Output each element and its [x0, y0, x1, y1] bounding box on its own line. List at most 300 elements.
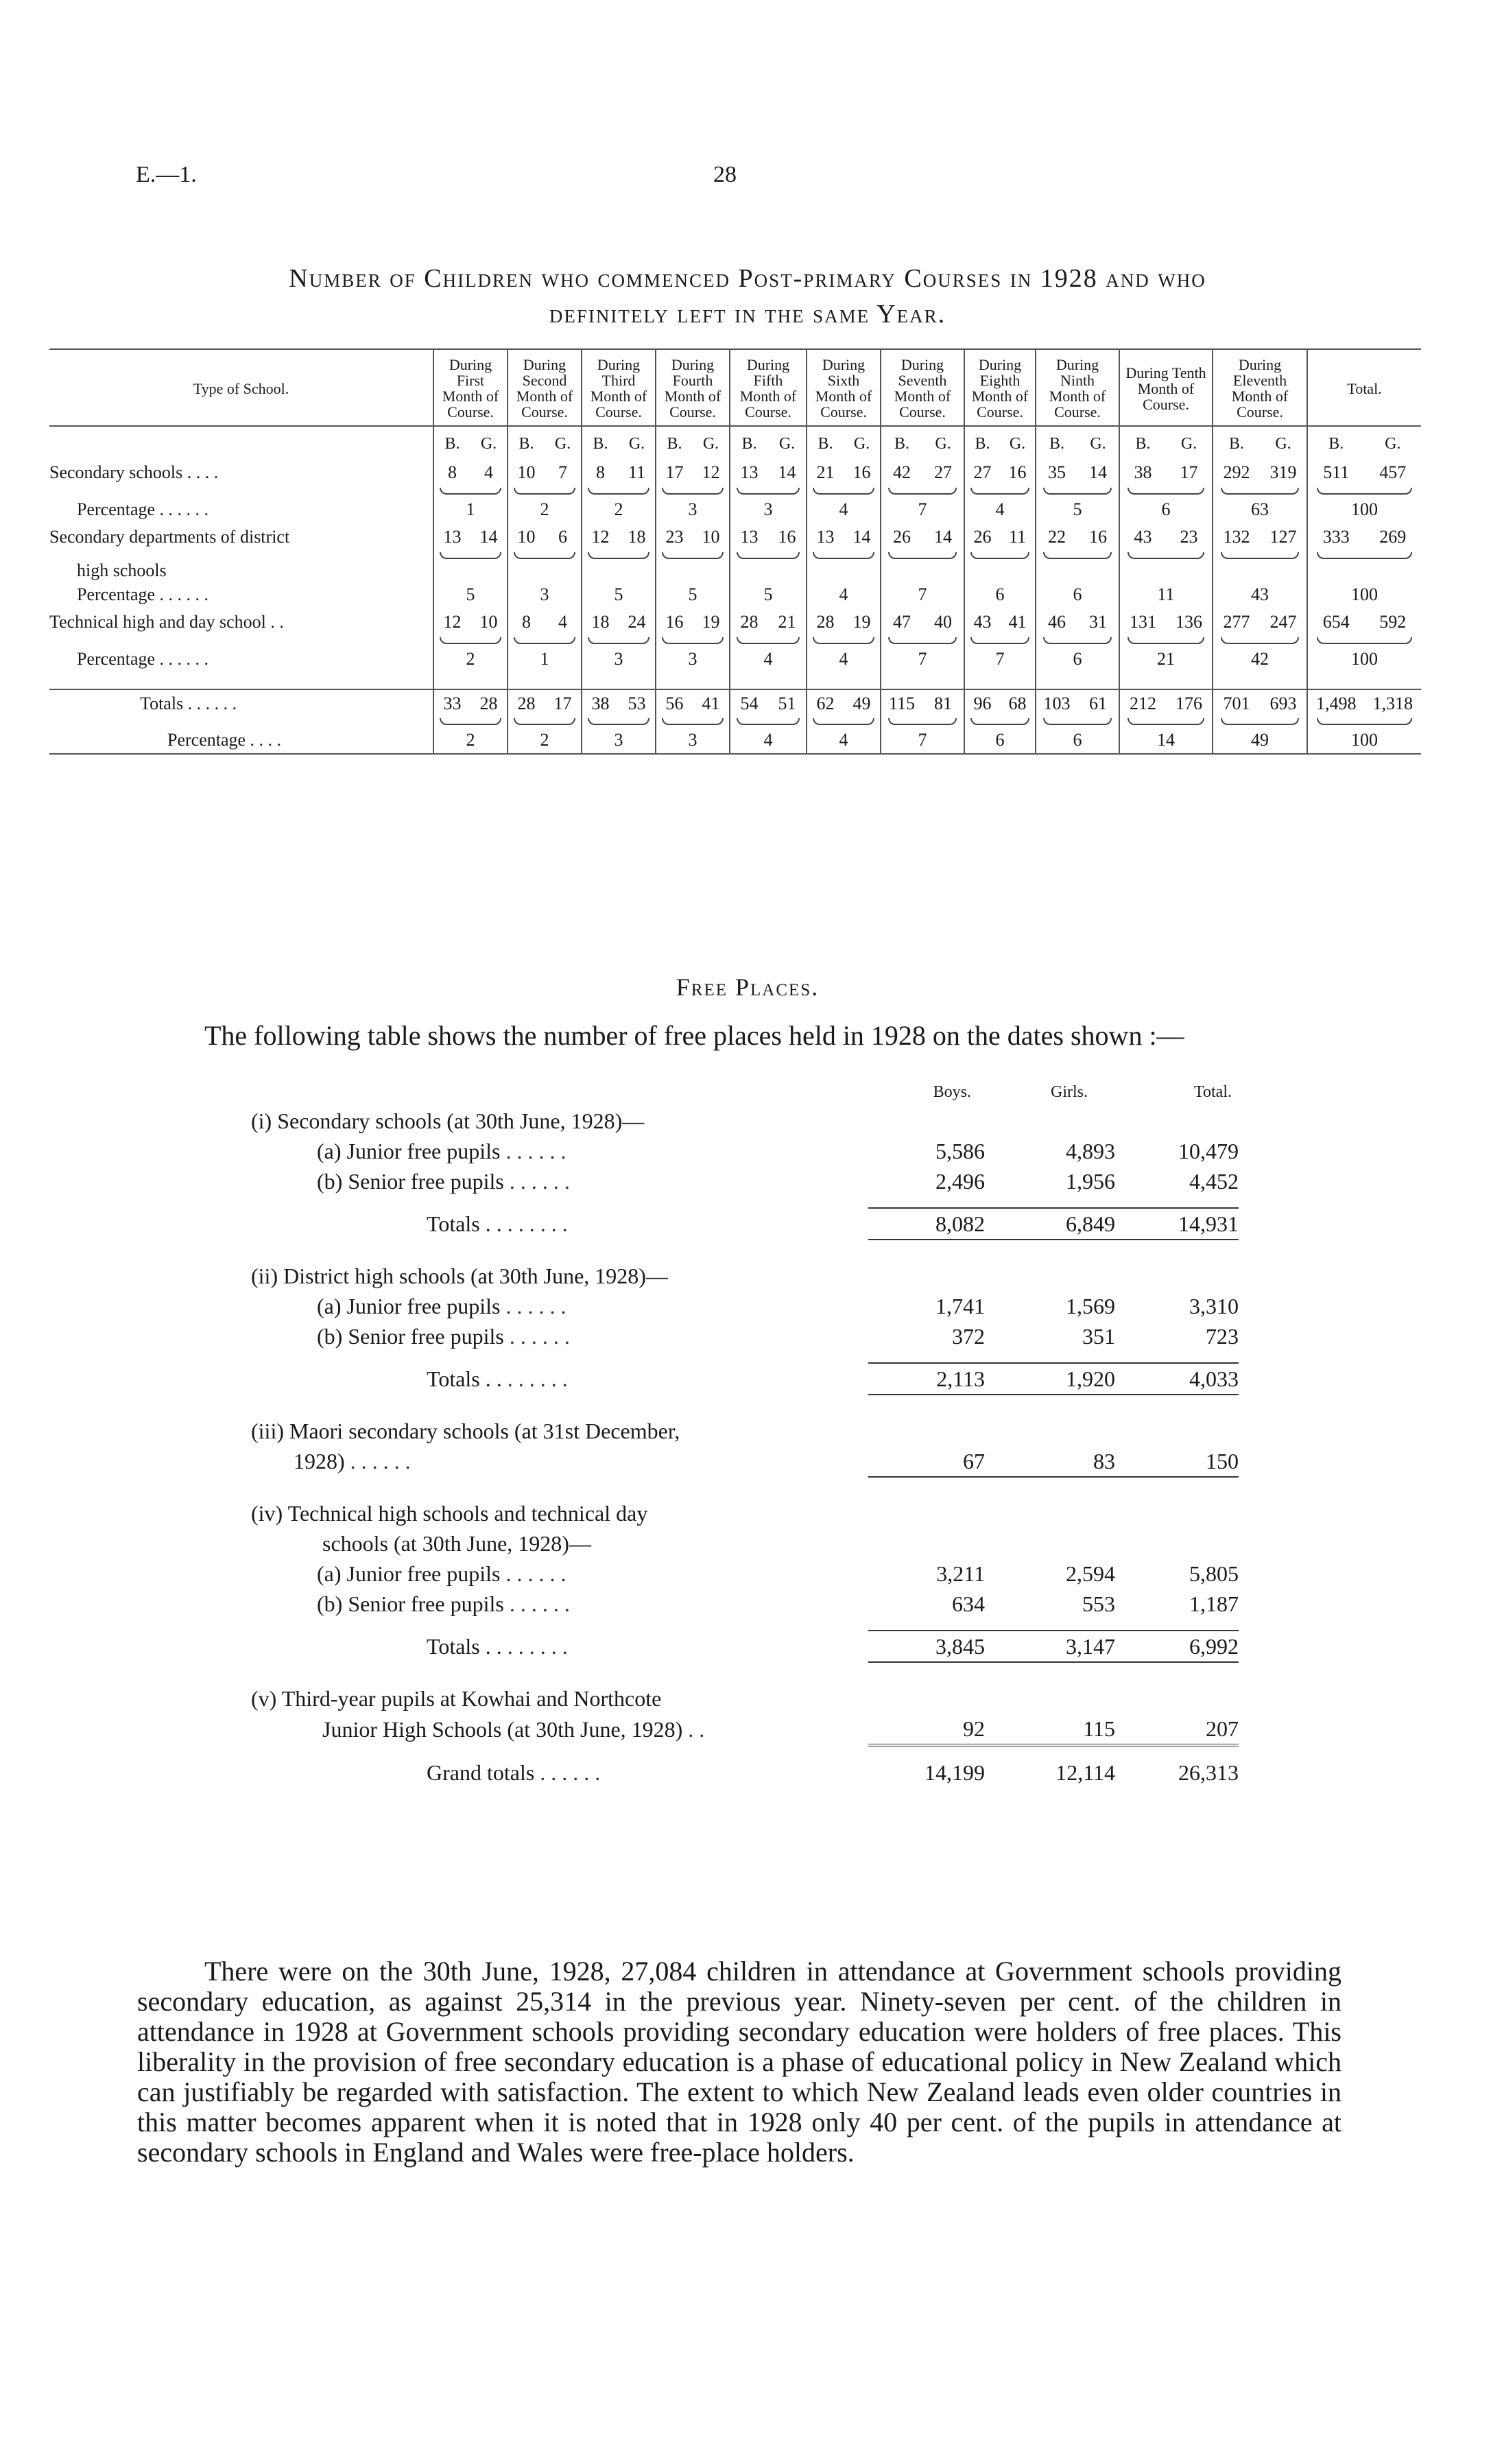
col-header: During Eighth Month of Course.	[964, 349, 1036, 426]
girls-label: G.	[1180, 434, 1197, 453]
boys-value: 10	[517, 527, 536, 547]
row-label: (b) Senior free pupils	[317, 1591, 504, 1616]
girls-label: G.	[1275, 434, 1291, 453]
boys-label: B.	[593, 434, 608, 453]
percentage-label: Percentage . . . . . .	[77, 649, 209, 669]
percentage-value: 7	[964, 645, 1036, 673]
row-label: Junior High Schools (at 30th June, 1928)	[322, 1716, 683, 1742]
section-heading: (v) Third-year pupils at Kowhai and Northcote	[251, 1685, 662, 1711]
girls-value: 592	[1379, 612, 1407, 632]
boys-label: B.	[518, 434, 534, 453]
girls-value: 23	[1180, 527, 1198, 547]
grand-total: 14,931	[1115, 1208, 1239, 1240]
bg-cell	[1213, 689, 1307, 717]
percentage-value: 1	[508, 645, 582, 673]
bg-cell	[508, 459, 582, 486]
percentage-value: 14	[1119, 726, 1213, 754]
boys-label: B.	[1049, 434, 1064, 453]
table1-title-line2: definitely left in the same Year.	[549, 300, 946, 329]
percentage-value: 2	[508, 726, 582, 754]
percentage-value: 3	[656, 645, 730, 673]
totals-row	[251, 1363, 1239, 1395]
boys-value: 42	[893, 462, 911, 482]
girls-value: 4,893	[1066, 1138, 1115, 1163]
totals-row	[251, 1208, 1239, 1240]
percentage-value: 3	[656, 496, 730, 523]
percentage-row	[49, 581, 1421, 608]
total-value: 5,805	[1189, 1561, 1239, 1586]
percentage-value: 3	[582, 726, 656, 754]
bg-cell	[508, 523, 582, 551]
percentage-value: 6	[964, 581, 1036, 608]
girls-value: 553	[1082, 1591, 1115, 1616]
percentage-value: 7	[881, 581, 964, 608]
percentage-value: 3	[582, 645, 656, 673]
boys-value: 5,586	[935, 1138, 985, 1163]
girls-label: G.	[778, 434, 796, 453]
girls-label: G.	[628, 434, 645, 453]
bg-cell	[582, 689, 656, 717]
percentage-value: 4	[807, 645, 881, 673]
boys-value: 46	[1048, 612, 1066, 632]
girls-label: G.	[1385, 434, 1401, 453]
boys-value: 26	[973, 527, 992, 547]
girls-total: 6,849	[985, 1208, 1115, 1240]
percentage-value: 2	[508, 496, 582, 523]
row-label: Secondary departments of district	[49, 527, 290, 547]
bg-cell	[1036, 689, 1119, 717]
total-col-header: Total.	[1194, 1082, 1232, 1101]
totals-label: Totals . .	[427, 1366, 502, 1391]
bg-cell	[730, 608, 807, 636]
bg-cell	[1036, 608, 1119, 636]
girls-value: 2,594	[1066, 1561, 1115, 1586]
free-places-intro: The following table shows the number of free places held in 1928 on the dates shown :—	[204, 1020, 1184, 1051]
percentage-value: 7	[881, 496, 964, 523]
percentage-value: 21	[1119, 645, 1213, 673]
girls-value: 457	[1379, 462, 1407, 482]
boys-total: 2,113	[868, 1363, 985, 1395]
percentage-value: 4	[730, 645, 807, 673]
girls-value: 28	[479, 693, 498, 713]
col-header: Total.	[1307, 349, 1421, 426]
section-heading: (i) Secondary schools (at 30th June, 1928)—	[251, 1108, 645, 1133]
girls-value: 19	[852, 612, 871, 632]
percentage-row	[49, 726, 1421, 754]
table-row	[251, 1136, 1239, 1166]
col-header: During Eleventh Month of Course.	[1213, 349, 1307, 426]
bg-cell	[964, 459, 1036, 486]
total-value: 3,310	[1189, 1293, 1239, 1318]
page-reference: E.—1.	[136, 162, 197, 187]
table-row	[251, 1291, 1239, 1321]
bg-cell	[1213, 523, 1307, 551]
girls-value: 1,318	[1372, 693, 1413, 713]
girls-value: 24	[628, 612, 646, 632]
girls-label: G.	[480, 434, 497, 453]
col-header: During First Month of Course.	[433, 349, 508, 426]
boys-value: 292	[1223, 462, 1250, 482]
percentage-value: 5	[433, 581, 508, 608]
percentage-value: 3	[730, 496, 807, 523]
percentage-value: 11	[1119, 581, 1213, 608]
girls-value: 14	[1089, 462, 1107, 482]
girls-value: 14	[852, 527, 871, 547]
bg-cell	[433, 608, 508, 636]
row-label: Secondary schools . . . .	[49, 462, 219, 482]
girls-value: 17	[1180, 462, 1198, 482]
closing-paragraph: There were on the 30th June, 1928, 27,084 children in attendance at Government schools providing secondary education, as against 25,314 in the previous year. Ninety-seven per cent. of the children in attendance in 1928 at Government schools providing secondary education were holders of free places. This liberality in the provision of free secondary education is a phase of educational policy in New Zealand which can justifiably be regarded with satisfaction. The extent to which New Zealand leads even older countries in this matter becomes apparent when it is noted that in 1928 only 40 per cent. of the pupils in attendance at secondary schools in England and Wales were free-place holders.	[137, 1956, 1341, 2168]
percentage-value: 6	[964, 726, 1036, 754]
boys-value: 62	[816, 693, 835, 713]
percentage-value: 6	[1119, 496, 1213, 523]
percentage-value: 4	[807, 496, 881, 523]
percentage-value: 2	[582, 496, 656, 523]
percentage-value: 2	[433, 645, 508, 673]
col-header: During Fourth Month of Course.	[656, 349, 730, 426]
boys-value: 654	[1322, 612, 1350, 632]
bg-cell	[881, 608, 964, 636]
boys-value: 8	[596, 462, 605, 482]
girls-value: 19	[702, 612, 720, 632]
girls-total: 3,147	[985, 1631, 1115, 1662]
percentage-value: 100	[1307, 581, 1421, 608]
boys-value: 12	[443, 612, 462, 632]
boys-value: 96	[973, 693, 992, 713]
row-label: (b) Senior free pupils	[317, 1168, 504, 1194]
boys-value: 1,741	[935, 1293, 985, 1318]
girls-value: 1,956	[1066, 1168, 1115, 1194]
girls-label: G.	[935, 434, 951, 453]
bg-cell	[1119, 689, 1213, 717]
section-heading: (ii) District high schools (at 30th June, 1928)—	[251, 1263, 668, 1288]
percentage-value: 4	[730, 726, 807, 754]
boys-value: 47	[893, 612, 911, 632]
boys-label: B.	[894, 434, 909, 453]
totals-row	[251, 1631, 1239, 1662]
type-of-school-header: Type of School.	[193, 379, 289, 397]
girls-total: 1,920	[985, 1363, 1115, 1395]
boys-value: 22	[1048, 527, 1066, 547]
girls-value: 14	[934, 527, 952, 547]
page-number: 28	[713, 162, 737, 187]
girls-label: G.	[1009, 434, 1026, 453]
percentage-value: 1	[433, 496, 508, 523]
girls-value: 351	[1082, 1323, 1115, 1349]
percentage-value: 49	[1213, 726, 1307, 754]
section-heading-cont: schools (at 30th June, 1928)—	[322, 1530, 591, 1556]
percentage-label: Percentage . . . .	[167, 729, 282, 750]
boys-value: 2,496	[935, 1168, 985, 1194]
boys-value: 67	[868, 1446, 985, 1477]
col-header: During Third Month of Course.	[582, 349, 656, 426]
row-label: Totals . . . . . .	[140, 693, 237, 713]
table-row	[49, 459, 1421, 486]
percentage-value: 6	[1036, 581, 1119, 608]
boys-value: 701	[1223, 693, 1250, 713]
table-row: Junior High Schools (at 30th June, 1928) . . 92 115 207	[251, 1714, 1239, 1745]
bg-cell	[433, 523, 508, 551]
row-label: (a) Junior free pupils	[317, 1138, 501, 1163]
boys-col-header: Boys.	[933, 1082, 971, 1101]
boys-label: B.	[975, 434, 990, 453]
column-header-row	[49, 349, 1421, 426]
girls-value: 12	[702, 462, 720, 482]
girls-value: 81	[934, 693, 952, 713]
bg-cell	[1307, 459, 1421, 486]
boys-value: 132	[1223, 527, 1250, 547]
girls-value: 14	[479, 527, 498, 547]
bg-cell	[1036, 459, 1119, 486]
girls-value: 31	[1089, 612, 1107, 632]
boys-value: 17	[665, 462, 684, 482]
boys-value: 634	[952, 1591, 985, 1616]
col-header: During Tenth Month of Course.	[1119, 349, 1213, 426]
boys-value: 277	[1223, 612, 1250, 632]
girls-value: 6	[558, 527, 567, 547]
boys-value: 23	[665, 527, 684, 547]
boys-value: 28	[816, 612, 835, 632]
bg-cell	[508, 608, 582, 636]
boys-label: B.	[741, 434, 757, 453]
table-row	[251, 1559, 1239, 1589]
boys-value: 8	[522, 612, 531, 632]
boys-label: B.	[444, 434, 460, 453]
percentage-value: 43	[1213, 581, 1307, 608]
bg-cell	[582, 608, 656, 636]
girls-value: 41	[1008, 612, 1027, 632]
percentage-value: 63	[1213, 496, 1307, 523]
boys-value: 38	[591, 693, 610, 713]
bg-cell	[730, 523, 807, 551]
bg-cell	[433, 689, 508, 717]
percentage-value: 100	[1307, 726, 1421, 754]
percentage-value: 4	[964, 496, 1036, 523]
percentage-value: 6	[1036, 726, 1119, 754]
total-value: 150	[1115, 1446, 1239, 1477]
boys-value: 16	[665, 612, 684, 632]
bg-cell	[656, 608, 730, 636]
table-row	[251, 1446, 1239, 1477]
girls-value: 4	[484, 462, 493, 482]
section-heading: (iii) Maori secondary schools (at 31st December,	[251, 1418, 680, 1443]
bg-cell	[656, 459, 730, 486]
leavers-table	[49, 348, 1421, 755]
boys-grand-total: 14,199	[925, 1760, 985, 1785]
girls-value: 53	[628, 693, 646, 713]
girls-value: 16	[1008, 462, 1027, 482]
girls-value: 61	[1089, 693, 1107, 713]
girls-value: 127	[1269, 527, 1297, 547]
grand-total: 4,033	[1115, 1363, 1239, 1395]
boys-value: 18	[591, 612, 610, 632]
girls-value: 115	[985, 1714, 1115, 1745]
boys-value: 28	[740, 612, 759, 632]
table-row	[49, 689, 1421, 717]
bg-label-row	[49, 426, 1421, 459]
boys-value: 26	[893, 527, 911, 547]
bg-cell	[881, 523, 964, 551]
girls-value: 7	[558, 462, 567, 482]
table-row	[251, 1589, 1239, 1619]
bg-cell	[508, 689, 582, 717]
col-header: During Ninth Month of Course.	[1036, 349, 1119, 426]
boys-value: 10	[517, 462, 536, 482]
boys-label: B.	[1135, 434, 1151, 453]
girls-value: 17	[553, 693, 572, 713]
percentage-row	[49, 496, 1421, 523]
boys-value: 372	[952, 1323, 985, 1349]
girls-value: 41	[702, 693, 720, 713]
boys-value: 21	[816, 462, 835, 482]
girls-value: 27	[934, 462, 952, 482]
boys-value: 1,498	[1316, 693, 1357, 713]
girls-value: 11	[628, 462, 646, 482]
section-heading: (iv) Technical high schools and technical day	[251, 1500, 648, 1526]
boys-label: B.	[1328, 434, 1344, 453]
bg-cell	[1119, 523, 1213, 551]
girls-value: 10	[702, 527, 720, 547]
boys-value: 131	[1130, 612, 1156, 632]
boys-value: 35	[1048, 462, 1066, 482]
col-header: During Seventh Month of Course.	[881, 349, 964, 426]
percentage-value: 4	[807, 726, 881, 754]
girls-value: 176	[1176, 693, 1202, 713]
bg-cell	[433, 459, 508, 486]
girls-value: 10	[479, 612, 498, 632]
bg-cell	[656, 523, 730, 551]
total-value: 723	[1206, 1323, 1239, 1349]
table-row	[49, 523, 1421, 551]
boys-value: 3,211	[936, 1561, 985, 1586]
boys-value: 33	[443, 693, 462, 713]
girls-value: 693	[1269, 693, 1297, 713]
bg-cell	[656, 689, 730, 717]
boys-value: 333	[1322, 527, 1350, 547]
boys-value: 8	[448, 462, 457, 482]
col-header: During Second Month of Course.	[508, 349, 582, 426]
boys-value: 92	[868, 1714, 985, 1745]
free-places-title: Free Places.	[676, 973, 820, 1001]
percentage-label: Percentage . . . . . .	[77, 499, 209, 519]
bg-cell	[964, 608, 1036, 636]
free-places-table	[251, 1078, 1239, 1788]
total-value: 207	[1115, 1714, 1239, 1745]
percentage-label: Percentage . . . . . .	[77, 584, 209, 604]
bg-cell	[881, 689, 964, 717]
bg-cell	[881, 459, 964, 486]
boys-value: 13	[740, 527, 759, 547]
bg-cell	[730, 459, 807, 486]
boys-label: B.	[1228, 434, 1244, 453]
boys-value: 12	[591, 527, 610, 547]
boys-value: 13	[740, 462, 759, 482]
percentage-value: 7	[881, 726, 964, 754]
percentage-value: 100	[1307, 496, 1421, 523]
bg-cell	[964, 523, 1036, 551]
girls-value: 16	[1089, 527, 1107, 547]
row-label: (b) Senior free pupils	[317, 1323, 504, 1349]
girls-value: 40	[934, 612, 952, 632]
percentage-value: 3	[508, 581, 582, 608]
girls-value: 83	[985, 1446, 1115, 1477]
girls-value: 1,569	[1066, 1293, 1115, 1318]
total-value: 4,452	[1189, 1168, 1239, 1194]
percentage-row	[49, 645, 1421, 673]
bg-cell	[807, 459, 881, 486]
girls-value: 21	[778, 612, 796, 632]
boys-value: 43	[1134, 527, 1152, 547]
percentage-value: 7	[881, 645, 964, 673]
boys-label: B.	[667, 434, 682, 453]
girls-value: 51	[778, 693, 796, 713]
girls-value: 14	[778, 462, 796, 482]
bg-cell	[582, 459, 656, 486]
row-label: Technical high and day school . .	[49, 612, 284, 632]
boys-value: 13	[816, 527, 835, 547]
col-header: During Fifth Month of Course.	[730, 349, 807, 426]
bg-cell	[1213, 608, 1307, 636]
grand-total: 6,992	[1115, 1631, 1239, 1662]
girls-label: G.	[1090, 434, 1106, 453]
bg-cell	[1307, 523, 1421, 551]
bg-cell	[807, 689, 881, 717]
girls-value: 136	[1176, 612, 1202, 632]
girls-value: 16	[778, 527, 796, 547]
bg-cell	[1036, 523, 1119, 551]
girls-grand-total: 12,114	[1055, 1760, 1115, 1785]
boys-value: 115	[888, 693, 916, 713]
girls-label: G.	[702, 434, 719, 453]
row-label: 1928)	[294, 1449, 345, 1473]
boys-label: B.	[818, 434, 833, 453]
percentage-value: 2	[433, 726, 508, 754]
col-header: During Sixth Month of Course.	[807, 349, 881, 426]
bg-cell	[730, 689, 807, 717]
bg-cell	[1307, 608, 1421, 636]
boys-value: 27	[973, 462, 992, 482]
boys-value: 38	[1134, 462, 1152, 482]
girls-label: G.	[853, 434, 870, 453]
bg-cell	[582, 523, 656, 551]
total-value: 10,479	[1178, 1138, 1239, 1163]
boys-value: 511	[1323, 462, 1350, 482]
boys-value: 56	[665, 693, 684, 713]
totals-label: Totals . .	[427, 1633, 502, 1659]
girls-value: 16	[852, 462, 871, 482]
girls-value: 18	[628, 527, 646, 547]
girls-value: 269	[1379, 527, 1407, 547]
bg-cell	[1213, 459, 1307, 486]
bg-cell	[807, 608, 881, 636]
boys-value: 13	[443, 527, 462, 547]
girls-value: 11	[1008, 527, 1027, 547]
girls-value: 319	[1269, 462, 1297, 482]
girls-value: 247	[1269, 612, 1297, 632]
percentage-value: 4	[807, 581, 881, 608]
girls-value: 49	[852, 693, 871, 713]
girls-value: 4	[558, 612, 567, 632]
bg-cell	[1307, 689, 1421, 717]
total-value: 1,187	[1189, 1591, 1239, 1616]
boys-total: 3,845	[868, 1631, 985, 1662]
percentage-value: 5	[730, 581, 807, 608]
percentage-value: 100	[1307, 645, 1421, 673]
table1-title-line1: Number of Children who commenced Post-primary Courses in 1928 and who	[289, 264, 1206, 293]
table-row	[251, 1321, 1239, 1351]
row-label: (a) Junior free pupils	[317, 1293, 501, 1318]
bg-cell	[1119, 459, 1213, 486]
